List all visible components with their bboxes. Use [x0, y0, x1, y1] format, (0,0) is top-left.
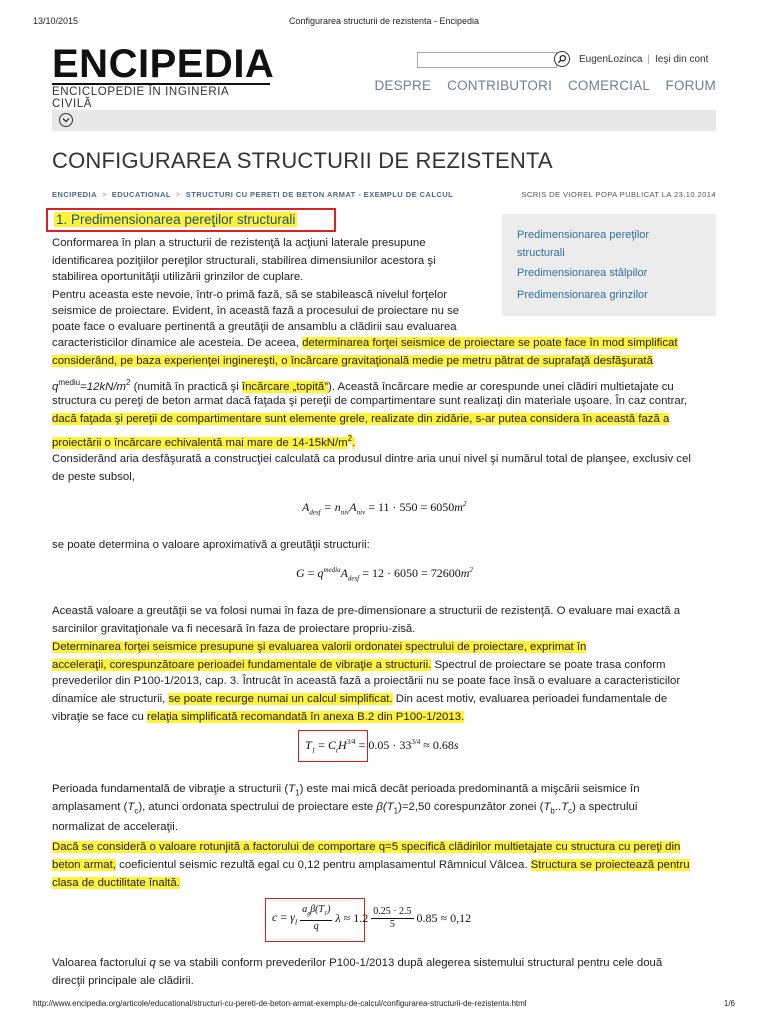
print-url: http://www.encipedia.org/articole/educational/structuri-cu-pereti-de-beton-armat-exemplu-de-calcul/configurarea-structurii-de-rezistenta.html — [33, 999, 527, 1008]
highlighted-text: dacă faţada şi pereţii de compartimentare sunt elemente grele, realizate din zidărie, s-ar putea considera în această fază a — [52, 413, 670, 425]
search-icon — [557, 54, 567, 64]
text-run: c — [568, 806, 573, 816]
highlighted-text: se poate recurge numai un calcul simplificat. — [168, 693, 393, 705]
page-title: CONFIGURAREA STRUCTURII DE REZISTENTA — [52, 148, 553, 173]
highlighted-text: Dacă se consideră o valoare rotunjită a factorului de comportare q=5 specifică clădirilor multietajate cu structura cu pereţi din — [52, 841, 681, 853]
text-run: 1 — [393, 806, 399, 816]
text-run: coeficientul seismic rezultă egal cu 0,12 pentru amplasamentul Râmnicul Vâlcea. — [115, 859, 531, 871]
text-run: q — [149, 957, 156, 969]
body-line: de peste subsol, — [52, 471, 135, 483]
highlighted-text: clasa de ductilitate înaltă. — [52, 877, 180, 889]
body-line: Pentru aceasta este nevoie, într-o primă fază, să se stabilească nivelul forţelor — [52, 289, 448, 301]
highlighted-text: relaţia simplificată recomandată în anexa B.2 din P100-1/2013. — [146, 711, 465, 723]
breadcrumb-item-article-series[interactable]: STRUCTURI CU PERETI DE BETON ARMAT - EXEMPLU DE CALCUL — [185, 190, 454, 199]
body-line — [52, 352, 653, 370]
text-run: 1 — [295, 788, 300, 798]
text-run: Valoarea factorului — [52, 957, 150, 969]
text-run: q — [52, 380, 59, 393]
print-date: 13/10/2015 — [33, 16, 79, 26]
highlighted-text: proiectării o încărcare echivalentă mai mare de 14-15kN/m — [52, 436, 348, 449]
breadcrumb-separator: > — [101, 190, 107, 199]
print-page-number: 1/6 — [723, 999, 735, 1008]
formula-area-desfasurata: $A_{desf} = n_{niv}A_{niv} = 11 \cdot 550 = 6050m^2$ — [302, 500, 467, 517]
toc-item-stalpi[interactable]: Predimensionarea stâlpilor — [517, 267, 648, 279]
body-line: direcţii principale ale clădirii. — [52, 975, 194, 987]
main-nav — [362, 78, 716, 93]
text-run: 2 — [126, 378, 131, 387]
nav-item-contributori[interactable]: CONTRIBUTORI — [447, 78, 553, 93]
body-line — [52, 334, 678, 352]
logout-link[interactable]: Ieşi din cont — [655, 54, 709, 65]
body-line: normalizat de acceleraţii. — [52, 821, 178, 833]
highlighted-text: Determinarea forţei seismice presupune şi evaluarea valorii ordonatei spectrului de proiectare, exprimat în — [52, 641, 587, 653]
text-run: T — [561, 801, 569, 813]
text-run: )=2,50 corespunzător zonei ( — [398, 801, 544, 813]
highlighted-text: încărcare „topită” — [241, 380, 329, 393]
nav-item-forum[interactable]: FORUM — [665, 78, 716, 93]
toc-item-grinzi[interactable]: Predimensionarea grinzilor — [517, 289, 648, 301]
text-run: ) a spectrului — [572, 801, 638, 813]
chevron-down-icon — [62, 117, 70, 123]
site-logo[interactable] — [52, 42, 275, 110]
body-line: Considerând aria desfăşurată a construcţiei calculată ca produsul dintre aria unui nivel şi numărul total de planşee, exclusiv cel — [52, 453, 691, 465]
logo-name: ENCIPEDIA — [52, 42, 275, 86]
text-run: dinamice ale structurii, — [52, 693, 169, 705]
text-run: mediu — [58, 378, 81, 387]
body-line: sarcinilor gravitaţionale va fi necesară în faza de proiectare propriu-zisă. — [52, 623, 416, 635]
body-line: se poate determina o valoare aproximativă a greutăţii structurii: — [52, 539, 370, 551]
breadcrumb-item-encipedia[interactable]: ENCIPEDIA — [52, 190, 97, 199]
toc-item-pereti[interactable]: Predimensionarea pereţilor — [517, 229, 650, 241]
body-line: prevederilor din P100-1/2013, cap. 3. Întrucât în această fază a proiectării nu se poate face însă o evaluare a caracteristicilor — [52, 675, 681, 687]
text-run: ), atunci ordonata spectrului de proiectare este — [138, 801, 377, 813]
text-run: amplasament ( — [52, 801, 128, 813]
body-line: poate face o evaluare pertinentă a greutăţii de ansamblu a clădirii sau evaluarea — [52, 321, 457, 333]
text-run: ). Această încărcare medie ar corespunde unei clădiri multietajate cu — [328, 380, 674, 393]
body-line: seismice de proiectare. Evident, în această fază a procesului de proiectare nu se — [52, 305, 460, 317]
menu-bar — [52, 110, 716, 131]
formula-perioada: $T_1 = C_tH^{3/4} = 0.05 \cdot 33^{3/4} \approx 0.68s$ — [305, 738, 459, 755]
body-line — [52, 874, 180, 892]
formula-greutate: $G = q^{mediu}A_{desf} = 12 \cdot 6050 = 72600m^2$ — [296, 566, 473, 583]
body-line — [52, 838, 680, 856]
text-run: caracteristicilor dinamice ale acesteia. De aceea, — [52, 337, 303, 349]
body-line — [52, 430, 355, 452]
breadcrumb — [52, 190, 453, 199]
breadcrumb-separator: > — [175, 190, 181, 199]
search-button[interactable] — [554, 51, 570, 67]
body-line: stabilirea oportunităţii utilizării grinzilor de cuplare. — [52, 271, 304, 283]
body-line — [52, 708, 464, 726]
table-of-contents — [502, 214, 716, 316]
text-run: .. — [554, 801, 562, 813]
text-run: (numită în practică şi — [130, 380, 242, 393]
body-line — [52, 856, 690, 874]
text-run: T — [288, 783, 296, 795]
search-input[interactable] — [417, 52, 557, 68]
section-heading-box — [46, 208, 336, 232]
highlighted-text: beton armat, — [52, 859, 116, 871]
body-line: identificarea poziţiilor pereţilor structurali, stabilirea dimensiunilor acestora şi — [52, 255, 436, 267]
body-line — [52, 798, 637, 820]
text-run: T — [543, 801, 551, 813]
highlighted-text: Structura se proiectează pentru — [530, 859, 690, 871]
body-line: structura cu pereţi de beton armat dacă faţada şi pereţii de compartimentare sunt realizaţi din materiale uşoare. În caz contrar, — [52, 395, 688, 407]
body-line — [52, 954, 662, 972]
section-heading: 1. Predimensionarea pereţilor structurali — [56, 212, 296, 227]
user-links — [579, 54, 708, 65]
highlighted-text: 2 — [347, 434, 353, 443]
text-run: Perioada fundamentală de vibraţie a structurii ( — [52, 783, 289, 795]
highlighted-text: acceleraţii, corespunzătoare perioadei fundamentale de vibraţie a structurii. — [52, 659, 432, 671]
body-line: Această valoare a greutăţii se va folosi numai în faza de pre-dimensionare a structurii de rezistenţă. O evaluare mai exactă a — [52, 605, 681, 617]
print-title: Configurarea structurii de rezistenta - Encipedia — [288, 16, 480, 26]
logo-tagline: ENCICLOPEDIE ÎN INGINERIA CIVILĂ — [52, 83, 270, 110]
text-run: Spectrul de proiectare se poate trasa conform — [431, 659, 666, 671]
highlighted-text: determinarea forţei seismice de proiectare se poate face în mod simplificat — [302, 337, 678, 349]
body-line — [52, 410, 669, 428]
text-run: β(T — [376, 801, 394, 813]
body-line — [52, 638, 586, 656]
text-run: ) este mai mică decât perioada predominantă a mişcării seismice în — [299, 783, 640, 795]
highlighted-text: considerând, pe baza experienţei inginereşti, o încărcare gravitaţională medie pe metru pătrat de suprafaţă desfăşurată — [52, 355, 653, 367]
toc-item-pereti-cont[interactable]: structurali — [517, 247, 565, 259]
breadcrumb-item-educational[interactable]: EDUCATIONAL — [111, 190, 171, 199]
nav-item-comercial[interactable]: COMERCIAL — [567, 78, 650, 93]
username-link[interactable]: EugenLozinca — [579, 54, 643, 65]
formula-coeficient: $c = \gamma_I$ $\frac{a_g\beta(T_1)}{q}$ λ ≈ 1.2 $\frac{0.25 \cdot 2.5}{5}$ 0.85 ≈ 0,12 — [272, 904, 472, 932]
text-run: =12kN/m — [80, 380, 127, 393]
body-line — [52, 690, 667, 708]
text-run: vibraţie se face cu — [52, 711, 147, 723]
text-run: Din acest motiv, evaluarea perioadei fundamentale de — [392, 693, 668, 705]
highlighted-text: . — [352, 436, 356, 449]
menu-toggle-button[interactable] — [59, 113, 73, 127]
text-run: c — [134, 806, 139, 816]
user-separator: | — [647, 54, 650, 65]
body-line: Conformarea în plan a structurii de rezistenţă la acţiuni laterale presupune — [52, 237, 426, 249]
nav-item-despre[interactable]: DESPRE — [374, 78, 432, 93]
text-run: T — [127, 801, 135, 813]
byline: SCRIS DE VIOREL POPA PUBLICAT LA 23.10.2014 — [521, 190, 716, 199]
text-run: se va stabili conform prevederilor P100-1/2013 după alegerea sistemului structural pentru cele două — [155, 957, 663, 969]
text-run: b — [550, 806, 555, 816]
